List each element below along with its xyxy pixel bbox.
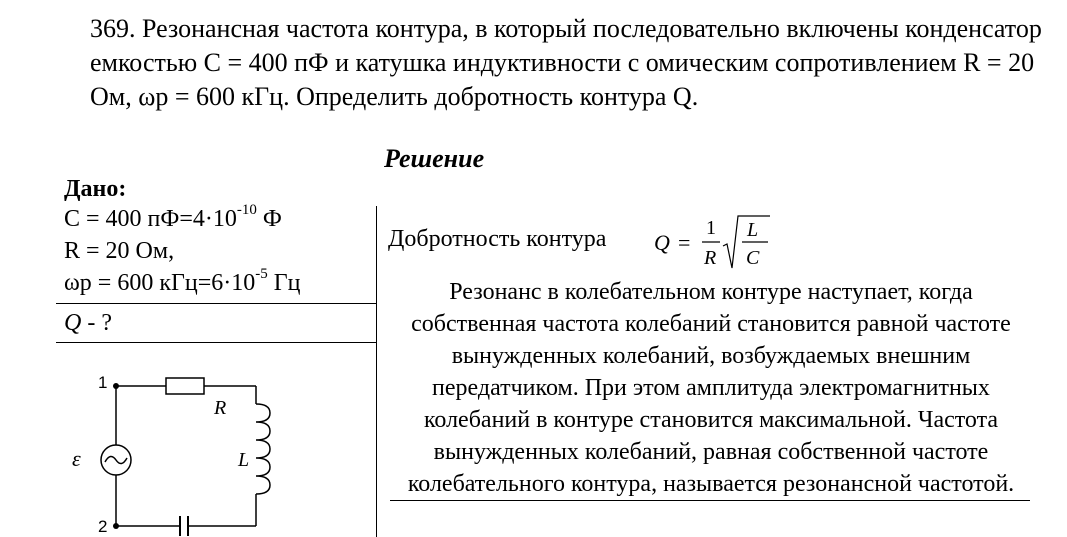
- formula-equals: =: [678, 230, 691, 255]
- quality-factor-formula: [650, 210, 770, 274]
- formula-denominator: R: [704, 247, 717, 269]
- given-capacitance-unit: Ф: [256, 206, 282, 232]
- node-2-dot: [113, 523, 119, 529]
- given-bottom-divider: [56, 342, 376, 343]
- given-unknown: [64, 310, 112, 337]
- resistor-icon: [166, 378, 204, 394]
- circuit-diagram: [56, 366, 296, 537]
- given-capacitance-base: C = 400 пФ=4·10: [64, 206, 237, 232]
- explanation-underline: [390, 500, 1030, 501]
- given-frequency-exponent: -5: [255, 266, 268, 282]
- given-capacitance: [64, 202, 282, 233]
- given-divider: [56, 303, 376, 304]
- given-capacitance-exponent: -10: [236, 202, 257, 218]
- formula-root-numerator: L: [747, 219, 759, 241]
- given-frequency-unit: Гц: [267, 270, 301, 296]
- formula-lhs: Q: [654, 230, 670, 255]
- quality-factor-label: Добротность контура: [388, 226, 607, 252]
- resistor-label: R: [214, 397, 227, 419]
- node-1-label: 1: [98, 373, 108, 392]
- inductor-label: L: [238, 449, 250, 471]
- emf-label: ε: [72, 446, 81, 471]
- formula-numerator: 1: [706, 217, 716, 239]
- problem-statement: 369. Резонансная частота контура, в который последовательно включены конденсатор емкостью С = 400 пФ и катушка индуктивности с омическим сопротивлением R = 20 Ом, ωр = 600 кГц. Определить добротность контура Q.: [90, 14, 1042, 111]
- formula-root-denominator: C: [746, 247, 760, 269]
- inductor-icon: [256, 404, 270, 494]
- given-unknown-rest: - ?: [81, 310, 112, 336]
- explanation-text: Резонанс в колебательном контуре наступает, когда собственная частота колебаний становится равной частоте вынужденных колебаний, возбуждаемых внешним передатчиком. При этом амплитуда электромагнитных колебаний в контуре становится максимальной. Частота вынужденных колебаний, равная собственной частоте колебательного контура, называется резонансной частотой.: [407, 279, 1015, 497]
- node-2-label: 2: [98, 517, 108, 536]
- node-1-dot: [113, 383, 119, 389]
- given-frequency: [64, 266, 301, 297]
- column-divider: [376, 206, 377, 537]
- given-frequency-base: ωр = 600 кГц=6·10: [64, 270, 256, 296]
- given-resistance: R = 20 Ом,: [64, 238, 175, 264]
- given-unknown-var: Q: [64, 310, 82, 336]
- given-heading: Дано:: [64, 176, 127, 202]
- solution-heading: Решение: [384, 144, 485, 173]
